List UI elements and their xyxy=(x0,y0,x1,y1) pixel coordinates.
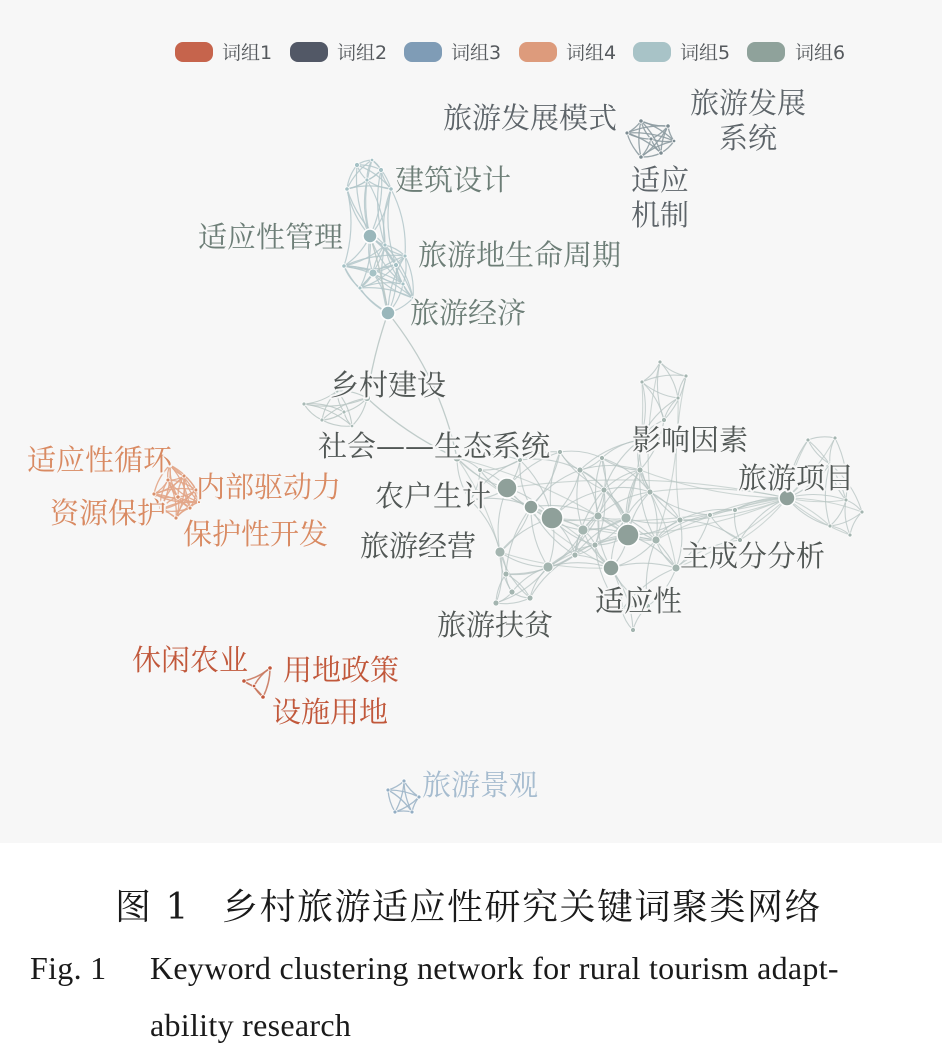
network-node xyxy=(594,512,602,520)
keyword-label: 适应性 xyxy=(595,584,683,618)
network-edge xyxy=(650,492,710,515)
network-edge xyxy=(391,189,405,256)
legend-swatch xyxy=(747,42,785,62)
network-node xyxy=(649,137,653,141)
network-node xyxy=(369,269,377,277)
legend-swatch xyxy=(175,42,213,62)
keyword-label: 旅游发展模式 xyxy=(443,101,618,135)
network-node xyxy=(631,628,636,633)
keyword-label: 休闲农业 xyxy=(132,643,249,677)
keyword-labels xyxy=(27,86,854,802)
keyword-label: 旅游经营 xyxy=(360,529,477,563)
network-node xyxy=(652,536,660,544)
network-node xyxy=(527,595,533,601)
network-node xyxy=(828,524,832,528)
keyword-label: 主成分分析 xyxy=(680,539,826,573)
network-node xyxy=(401,282,405,286)
network-node xyxy=(541,507,563,529)
network-node xyxy=(676,396,680,400)
network-node xyxy=(342,410,346,414)
network-node xyxy=(394,263,399,268)
network-node xyxy=(637,467,643,473)
network-node xyxy=(478,468,483,473)
legend-label: 词组2 xyxy=(337,42,388,64)
network-node xyxy=(365,178,369,182)
network-node xyxy=(302,402,306,406)
network-node xyxy=(543,562,553,572)
network-node xyxy=(363,229,377,243)
network-node xyxy=(659,151,663,155)
network-node xyxy=(268,666,272,670)
network-node xyxy=(617,524,639,546)
network-edge xyxy=(642,382,678,398)
keyword-label: 机制 xyxy=(630,198,690,232)
network-node xyxy=(182,474,186,478)
legend-label: 词组4 xyxy=(566,42,617,64)
network-node xyxy=(176,495,180,499)
legend-item-4 xyxy=(519,42,616,64)
keyword-label: 系统 xyxy=(718,121,778,155)
network-node xyxy=(666,124,670,128)
network-node xyxy=(844,498,848,502)
network-edge xyxy=(664,398,678,420)
network-node xyxy=(393,810,397,814)
keyword-label: 内部驱动力 xyxy=(196,470,342,504)
network-node xyxy=(381,306,395,320)
network-edge xyxy=(560,452,580,470)
legend-item-3 xyxy=(404,42,501,64)
network-node xyxy=(592,542,598,548)
network-node xyxy=(806,438,810,442)
network-node xyxy=(379,168,384,173)
network-node xyxy=(658,360,662,364)
network-node xyxy=(639,155,643,159)
legend-item-1 xyxy=(175,42,272,64)
network-node xyxy=(558,450,563,455)
network-node xyxy=(166,478,170,482)
network-node xyxy=(389,187,393,191)
network-node xyxy=(503,571,509,577)
network-node xyxy=(342,264,346,268)
network-node xyxy=(733,508,738,513)
network-node xyxy=(242,679,246,683)
network-node xyxy=(578,525,588,535)
caption-en-title-line1: Keyword clustering network for rural tourism adapt- xyxy=(150,950,839,986)
caption-cn-title: 乡村旅游适应性研究关键词聚类网络 xyxy=(222,887,823,928)
network-edge xyxy=(577,470,583,530)
network-node xyxy=(386,788,390,792)
network-node xyxy=(572,552,578,558)
network-edge xyxy=(611,563,676,568)
network-node xyxy=(684,374,688,378)
keyword-label: 设施用地 xyxy=(272,695,389,729)
network-edge xyxy=(642,375,686,382)
network-node xyxy=(600,456,605,461)
keyword-label: 农户生计 xyxy=(375,479,492,513)
legend-swatch xyxy=(404,42,442,62)
keyword-label: 适应性管理 xyxy=(198,220,344,254)
network-edge xyxy=(412,797,419,812)
network-node xyxy=(402,779,406,783)
network-node xyxy=(383,243,387,247)
network-edge xyxy=(604,487,650,492)
network-edge xyxy=(660,362,686,376)
legend-label: 词组1 xyxy=(222,42,273,64)
network-edge xyxy=(845,500,850,535)
network-edge xyxy=(808,437,835,440)
keyword-label: 资源保护 xyxy=(50,496,167,530)
network-node xyxy=(188,506,192,510)
network-edge xyxy=(395,781,404,812)
network-edge xyxy=(395,811,412,812)
legend-item-5 xyxy=(633,42,730,64)
legend-label: 词组3 xyxy=(451,42,502,64)
caption-en-title-line2: ability research xyxy=(150,1007,352,1043)
legend-item-6 xyxy=(747,42,845,64)
keyword-label: 旅游发展 xyxy=(689,86,807,120)
network-node xyxy=(350,424,354,428)
network-node xyxy=(417,795,421,799)
network-node xyxy=(320,418,324,422)
keyword-label: 旅游景观 xyxy=(422,768,539,802)
keyword-label: 社会——生态系统 xyxy=(318,429,551,463)
network-node xyxy=(493,600,499,606)
network-node xyxy=(860,510,864,514)
keyword-label: 保护性开发 xyxy=(183,517,329,551)
network-node xyxy=(621,513,631,523)
keyword-label: 适应性循环 xyxy=(27,443,173,477)
keyword-label: 旅游经济 xyxy=(410,296,527,330)
legend-label: 词组6 xyxy=(795,42,846,64)
network-node xyxy=(252,684,256,688)
network-node xyxy=(174,516,178,520)
network-node xyxy=(625,131,629,135)
keyword-label: 影响因素 xyxy=(632,423,749,457)
network-node xyxy=(639,119,643,123)
network-node xyxy=(345,187,349,191)
network-node xyxy=(603,560,619,576)
network-node xyxy=(410,810,414,814)
keyword-label: 适应 xyxy=(630,163,690,197)
legend-swatch xyxy=(519,42,557,62)
legend-swatch xyxy=(633,42,671,62)
network-node xyxy=(601,487,607,493)
legend-label: 词组5 xyxy=(680,42,731,64)
legend-item-2 xyxy=(290,42,387,64)
network-node xyxy=(640,380,644,384)
network-edge xyxy=(388,781,404,790)
network-node xyxy=(848,533,852,537)
network-node xyxy=(370,158,374,162)
network-node xyxy=(355,163,360,168)
network-node xyxy=(833,436,837,440)
network-node xyxy=(662,418,667,423)
legend xyxy=(175,42,845,64)
keyword-label: 旅游扶贫 xyxy=(437,608,554,642)
network-node xyxy=(403,254,407,258)
keyword-label: 乡村建设 xyxy=(330,368,447,402)
network-node xyxy=(509,589,515,595)
network-node xyxy=(677,517,683,523)
keyword-label: 旅游项目 xyxy=(738,461,855,495)
caption-cn-figure-label: 图 1 xyxy=(115,887,190,928)
network-node xyxy=(524,500,538,514)
network-node xyxy=(261,695,265,699)
caption-en-figure-label: Fig. 1 xyxy=(30,950,107,986)
network-node xyxy=(358,286,362,290)
network-node xyxy=(577,467,583,473)
network-node xyxy=(497,478,517,498)
keyword-label: 用地政策 xyxy=(283,653,400,687)
legend-swatch xyxy=(290,42,328,62)
network-edge xyxy=(404,781,419,797)
network-node xyxy=(672,564,680,572)
network-node xyxy=(672,139,676,143)
network-edge xyxy=(660,362,678,398)
network-node xyxy=(495,547,505,557)
network-edge xyxy=(850,512,862,535)
keyword-label: 旅游地生命周期 xyxy=(418,238,622,272)
network-node xyxy=(708,513,713,518)
keyword-label: 建筑设计 xyxy=(395,163,512,197)
network-node xyxy=(647,489,653,495)
